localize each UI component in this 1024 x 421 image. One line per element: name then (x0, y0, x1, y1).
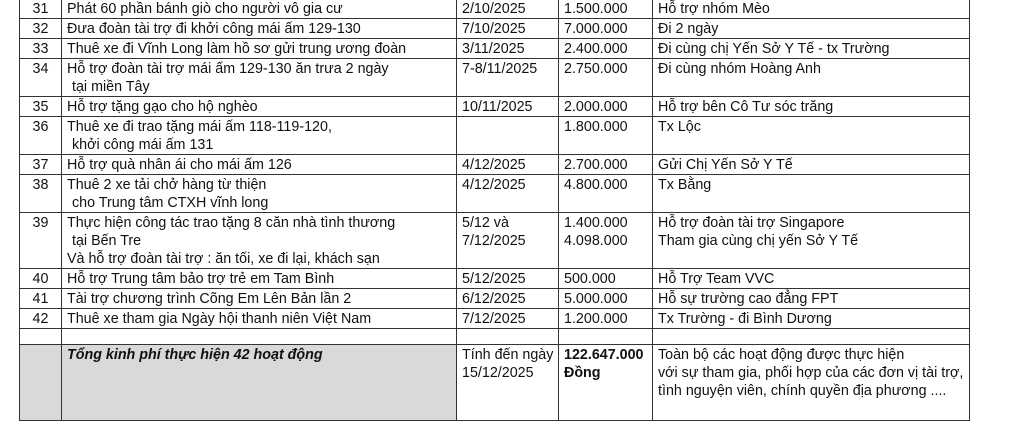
content-line: Hỗ trợ quà nhân ái cho mái ấm 126 (67, 157, 292, 173)
stt-cell (20, 269, 62, 289)
amount-line: 4.800.000 (564, 177, 628, 193)
table-row (20, 59, 970, 97)
stt-cell (20, 155, 62, 175)
content-cell (62, 59, 457, 97)
row-number: 42 (32, 311, 49, 327)
note-line: Hỗ trợ nhóm Mèo (658, 1, 770, 17)
amount-line: 500.000 (564, 271, 616, 287)
row-number: 33 (32, 41, 49, 57)
amount-line: 1.800.000 (564, 119, 628, 135)
stt-cell (20, 59, 62, 97)
date-cell (457, 59, 559, 97)
total-note-line: tình nguyện viên, chính quyền địa phương .... (658, 383, 947, 399)
date-cell (457, 175, 559, 213)
activity-expense-table (19, 0, 970, 421)
date-line: 10/11/2025 (462, 99, 533, 115)
row-number: 36 (32, 119, 49, 135)
total-title: Tổng kinh phí thực hiện 42 hoạt động (67, 347, 323, 363)
stt-cell (20, 19, 62, 39)
content-line: Thuê 2 xe tải chở hàng từ thiện (67, 177, 267, 193)
total-date-cell (457, 345, 559, 421)
amount-line: 2.000.000 (564, 99, 628, 115)
date-cell (457, 97, 559, 117)
content-line: Hỗ trợ Trung tâm bảo trợ trẻ em Tam Bình (67, 271, 335, 287)
table-row (20, 0, 970, 19)
amount-line: 7.000.000 (564, 21, 628, 37)
note-line: Tx Bằng (658, 177, 712, 193)
table-row (20, 309, 970, 329)
content-cell (62, 269, 457, 289)
amount-line: 2.750.000 (564, 61, 628, 77)
date-line: 3/11/2025 (462, 41, 525, 57)
amount-line: 2.400.000 (564, 41, 628, 57)
stt-cell (20, 213, 62, 269)
note-line: Tx Lộc (658, 119, 701, 135)
note-cell (653, 97, 970, 117)
content-line: cho Trung tâm CTXH vĩnh long (72, 195, 269, 211)
amount-line: 5.000.000 (564, 291, 628, 307)
table-row (20, 19, 970, 39)
total-date-line2: 15/12/2025 (462, 365, 534, 381)
total-note-cell (653, 345, 970, 421)
note-cell (653, 269, 970, 289)
date-line: 5/12/2025 (462, 271, 526, 287)
row-number: 31 (32, 1, 49, 17)
content-line: Thực hiện công tác trao tặng 8 căn nhà tình thương (67, 215, 396, 231)
amount-line: 1.400.000 (564, 215, 628, 231)
note-cell (653, 309, 970, 329)
content-line: Tài trợ chương trình Cõng Em Lên Bản lần 2 (67, 291, 352, 307)
table-row (20, 97, 970, 117)
amount-cell (559, 0, 653, 19)
table-row (20, 269, 970, 289)
blank-row (20, 329, 970, 345)
note-cell (653, 155, 970, 175)
note-cell (653, 0, 970, 19)
content-line: Phát 60 phần bánh giò cho người vô gia cư (67, 1, 343, 17)
amount-cell (559, 269, 653, 289)
note-line: Đi 2 ngày (658, 21, 719, 37)
note-cell (653, 59, 970, 97)
note-line: Đi cùng chị Yến Sở Y Tế - tx Trường (658, 41, 890, 57)
note-line: Hỗ trợ đoàn tài trợ Singapore (658, 215, 845, 231)
content-cell (62, 117, 457, 155)
date-cell (457, 39, 559, 59)
table-row (20, 175, 970, 213)
note-cell (653, 39, 970, 59)
content-cell (62, 19, 457, 39)
amount-line: 1.200.000 (564, 311, 628, 327)
total-date-line1: Tính đến ngày (462, 347, 554, 363)
date-cell (457, 19, 559, 39)
note-line: Tx Trường - đi Bình Dương (658, 311, 832, 327)
note-cell (653, 175, 970, 213)
stt-cell (20, 0, 62, 19)
table-row (20, 155, 970, 175)
content-line: Đưa đoàn tài trợ đi khởi công mái ấm 129-130 (67, 21, 361, 37)
stt-cell (20, 289, 62, 309)
stt-cell (20, 309, 62, 329)
amount-cell (559, 175, 653, 213)
table-row (20, 117, 970, 155)
row-number: 41 (32, 291, 49, 307)
content-cell (62, 309, 457, 329)
total-currency: Đồng (564, 365, 601, 381)
note-cell (653, 213, 970, 269)
date-line: 7/10/2025 (462, 21, 526, 37)
content-line: khởi công mái ấm 131 (72, 137, 214, 153)
note-line: Hỗ sự trường cao đẳng FPT (658, 291, 839, 307)
note-line: Đi cùng nhóm Hoàng Anh (658, 61, 821, 77)
note-line: Hỗ Trợ Team VVC (658, 271, 775, 287)
stt-cell (20, 175, 62, 213)
table-footer (20, 329, 970, 421)
table-row (20, 213, 970, 269)
row-number: 40 (32, 271, 49, 287)
amount-cell (559, 289, 653, 309)
blank-cell (559, 329, 653, 345)
content-cell (62, 39, 457, 59)
stt-cell (20, 39, 62, 59)
date-cell (457, 0, 559, 19)
date-cell (457, 309, 559, 329)
note-cell (653, 289, 970, 309)
date-cell (457, 155, 559, 175)
total-note-line: Toàn bộ các hoạt động được thực hiện (658, 347, 905, 363)
total-stt-cell (20, 345, 62, 421)
content-line: Hỗ trợ tặng gạo cho hộ nghèo (67, 99, 258, 115)
content-line: Hỗ trợ đoàn tài trợ mái ấm 129-130 ăn trưa 2 ngày (67, 61, 389, 77)
content-line: Thuê xe tham gia Ngày hội thanh niên Việt Nam (67, 311, 372, 327)
amount-line: 4.098.000 (564, 233, 628, 249)
note-cell (653, 19, 970, 39)
total-amount: 122.647.000 (564, 347, 644, 363)
date-line: 7/12/2025 (462, 311, 526, 327)
amount-cell (559, 39, 653, 59)
date-line: 5/12 và (462, 215, 509, 231)
amount-cell (559, 213, 653, 269)
amount-cell (559, 309, 653, 329)
content-line: Thuê xe đi trao tặng mái ấm 118-119-120, (67, 119, 332, 135)
date-cell (457, 289, 559, 309)
amount-cell (559, 59, 653, 97)
note-cell (653, 117, 970, 155)
total-row (20, 345, 970, 421)
date-cell (457, 117, 559, 155)
note-line: Tham gia cùng chị yến Sở Y Tế (658, 233, 859, 249)
amount-line: 1.500.000 (564, 1, 628, 17)
date-cell (457, 213, 559, 269)
blank-cell (20, 329, 62, 345)
stt-cell (20, 97, 62, 117)
date-cell (457, 269, 559, 289)
amount-cell (559, 19, 653, 39)
content-line: Và hỗ trợ đoàn tài trợ : ăn tối, xe đi lại, khách sạn (67, 251, 380, 267)
row-number: 32 (32, 21, 49, 37)
content-cell (62, 97, 457, 117)
content-cell (62, 213, 457, 269)
row-number: 38 (32, 177, 49, 193)
content-cell (62, 155, 457, 175)
row-number: 35 (32, 99, 49, 115)
total-title-cell (62, 345, 457, 421)
row-number: 37 (32, 157, 49, 173)
date-line: 7-8/11/2025 (462, 61, 538, 77)
total-amount-cell (559, 345, 653, 421)
blank-cell (653, 329, 970, 345)
row-number: 34 (32, 61, 49, 77)
note-line: Gửi Chị Yến Sở Y Tế (658, 157, 793, 173)
date-line: 2/10/2025 (462, 1, 526, 17)
blank-cell (457, 329, 559, 345)
date-line: 6/12/2025 (462, 291, 526, 307)
table-body (20, 0, 970, 329)
amount-line: 2.700.000 (564, 157, 628, 173)
amount-cell (559, 97, 653, 117)
table-row (20, 289, 970, 309)
content-cell (62, 175, 457, 213)
note-line: Hỗ trợ bên Cô Tư sóc trăng (658, 99, 834, 115)
row-number: 39 (32, 215, 49, 231)
date-line: 4/12/2025 (462, 157, 526, 173)
amount-cell (559, 155, 653, 175)
content-line: tại miền Tây (72, 79, 150, 95)
content-cell (62, 289, 457, 309)
blank-cell (62, 329, 457, 345)
date-line: 7/12/2025 (462, 233, 526, 249)
content-line: tại Bến Tre (72, 233, 142, 249)
content-cell (62, 0, 457, 19)
content-line: Thuê xe đi Vĩnh Long làm hồ sơ gửi trung ương đoàn (67, 41, 407, 57)
table-row (20, 39, 970, 59)
total-note-line: với sự tham gia, phối hợp của các đơn vị tài trợ, (658, 365, 964, 381)
date-line: 4/12/2025 (462, 177, 526, 193)
amount-cell (559, 117, 653, 155)
stt-cell (20, 117, 62, 155)
